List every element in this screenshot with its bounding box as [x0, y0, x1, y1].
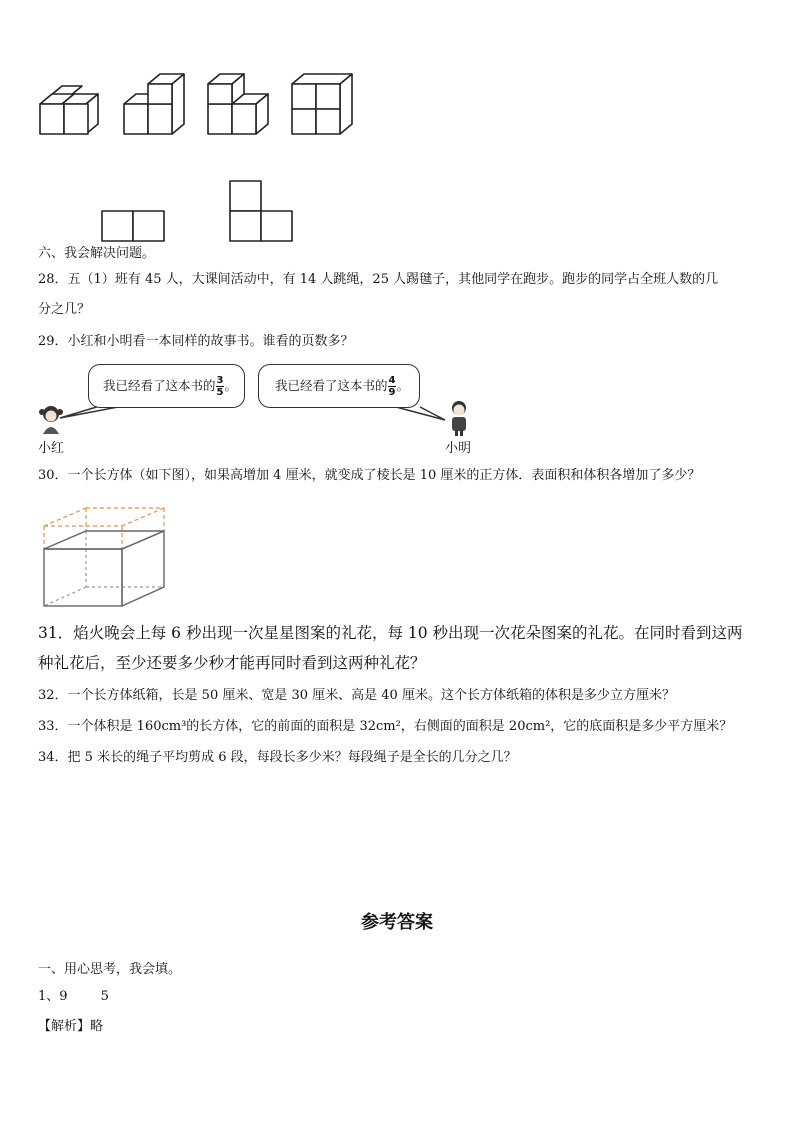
answer-1: 1、9 5: [38, 989, 109, 1004]
q29-text: 29．小红和小明看一本同样的故事书。谁看的页数多？: [38, 334, 354, 349]
q34-text: 34．把 5 米长的绳子平均剪成 6 段，每段长多少米？每段绳子是全长的几分之几？: [38, 750, 517, 765]
fraction-three-fifths: $\frac{3}{5}$: [216, 375, 224, 398]
xiaoming-bubble-text: 我已经看了这本书的: [275, 378, 388, 393]
q28-line2: 分之几？: [38, 302, 91, 317]
answer-1-analysis: 【解析】略: [38, 1019, 104, 1034]
q28-line1: 28．五（1）班有 45 人，大课间活动中，有 14 人跳绳，25 人踢毽子，其他同学在跑步。跑步的同学占全班人数的几: [38, 272, 719, 287]
fraction-four-ninths: $\frac{4}{9}$: [388, 375, 396, 398]
q30-text: 30．一个长方体（如下图），如果高增加 4 厘米，就变成了棱长是 10 厘米的正方体．表面积和体积各增加了多少？: [38, 468, 701, 483]
answers-section-1: 一、用心思考，我会填。: [38, 962, 182, 977]
xiaoming-speech-bubble: 我已经看了这本书的 $\frac{4}{9}$ 。: [258, 364, 420, 408]
q31-line2: 种礼花后，至少还要多少秒才能再同时看到这两种礼花？: [38, 654, 426, 672]
xiaohong-name: 小红: [38, 441, 65, 456]
xiaoming-name: 小明: [445, 441, 472, 456]
xiaohong-speech-bubble: 我已经看了这本书的 $\frac{3}{5}$ 。: [88, 364, 245, 408]
xiaohong-bubble-text: 我已经看了这本书的: [103, 378, 216, 393]
section-6-title: 六、我会解决问题。: [38, 246, 156, 261]
answers-heading: 参考答案: [361, 912, 433, 933]
q32-text: 32．一个长方体纸箱，长是 50 厘米、宽是 30 厘米、高是 40 厘米。这个长方体纸箱的体积是多少立方厘米？: [38, 688, 675, 703]
q33-text: 33．一个体积是 160cm³的长方体，它的前面的面积是 32cm²，右侧面的面积是 20cm²，它的底面积是多少平方厘米？: [38, 719, 733, 734]
q31-line1: 31．焰火晚会上每 6 秒出现一次星星图案的礼花，每 10 秒出现一次花朵图案的礼花。在同时看到这两: [38, 624, 743, 642]
